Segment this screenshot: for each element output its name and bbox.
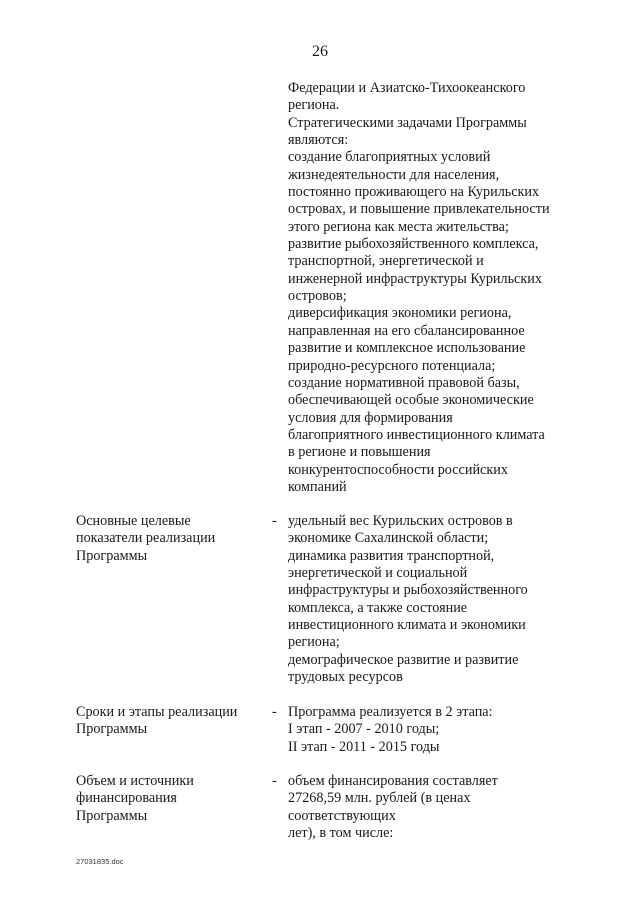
text-line: инфраструктуры и рыбохозяйственного [288, 582, 528, 599]
text-line: развитие рыбохозяйственного комплекса, [288, 236, 539, 253]
text-line: конкурентоспособности российских [288, 461, 508, 478]
section-label-target-indicators [76, 513, 266, 565]
label-line: Основные целевые [76, 513, 191, 529]
text-line: островов; [288, 288, 347, 305]
text-line: энергетической и социальной [288, 565, 468, 582]
text-line: инженерной инфраструктуры Курильских [288, 270, 542, 287]
text-line: 27268,59 млн. рублей (в ценах [288, 790, 471, 807]
text-line: жизнедеятельности для населения, [288, 166, 500, 183]
label-line: показатели реализации [76, 530, 216, 547]
text-line: являются: [288, 132, 349, 149]
label-line: Программы [76, 807, 148, 824]
text-line: в регионе и повышения [288, 444, 431, 461]
text-line: благоприятного инвестиционного климата [288, 426, 545, 443]
text-line: региона; [288, 634, 340, 651]
text-line: экономике Сахалинской области; [288, 530, 489, 547]
text-line: постоянно проживающего на Курильских [288, 184, 540, 201]
text-line: I этап - 2007 - 2010 годы; [288, 721, 440, 738]
text-line: объем финансирования составляет [288, 773, 498, 789]
text-line: развитие и комплексное использование [288, 340, 526, 357]
text-line: направленная на его сбалансированное [288, 322, 525, 339]
label-line: Программы [76, 547, 148, 564]
text-line: демографическое развитие и развитие [288, 651, 519, 668]
text-line: II этап - 2011 - 2015 годы [288, 738, 440, 755]
text-line: условия для формирования [288, 409, 453, 426]
label-line: Сроки и этапы реализации [76, 704, 238, 720]
continuation-text [288, 80, 588, 496]
section-value-timeframes [288, 704, 588, 756]
text-line: инвестиционного климата и экономики [288, 617, 526, 634]
text-line: транспортной, энергетической и [288, 253, 484, 270]
section-dash: - [272, 513, 277, 529]
text-line: динамика развития транспортной, [288, 547, 495, 564]
footer-filename: 27031835.doc [76, 857, 124, 866]
text-line: обеспечивающей особые экономические [288, 392, 534, 409]
text-line: компаний [288, 478, 347, 495]
section-dash: - [272, 704, 277, 720]
text-line: островах, и повышение привлекательности [288, 201, 550, 218]
text-line: лет), в том числе: [288, 825, 394, 842]
text-line: создание нормативной правовой базы, [288, 374, 520, 391]
text-line: создание благоприятных условий [288, 149, 491, 166]
text-line: трудовых ресурсов [288, 669, 403, 686]
text-line: Программа реализуется в 2 этапа: [288, 704, 493, 720]
text-line: комплекса, а также состояние [288, 599, 468, 616]
label-line: Программы [76, 721, 148, 738]
text-line: Стратегическими задачами Программы [288, 114, 527, 131]
section-label-timeframes [76, 704, 266, 739]
text-line: соответствующих [288, 807, 396, 824]
text-line: природно-ресурсного потенциала; [288, 357, 496, 374]
section-label-funding [76, 773, 266, 825]
label-line: Объем и источники [76, 773, 194, 789]
section-value-funding [288, 773, 588, 842]
text-line: этого региона как места жительства; [288, 218, 509, 235]
text-line: удельный вес Курильских островов в [288, 513, 513, 529]
page-number: 26 [312, 43, 328, 60]
label-line: финансирования [76, 790, 177, 807]
text-line: региона. [288, 97, 340, 114]
text-line: диверсификация экономики региона, [288, 305, 512, 322]
text-line: Федерации и Азиатско-Тихоокеанского [288, 80, 526, 96]
section-dash: - [272, 773, 277, 789]
section-value-target-indicators [288, 513, 588, 686]
